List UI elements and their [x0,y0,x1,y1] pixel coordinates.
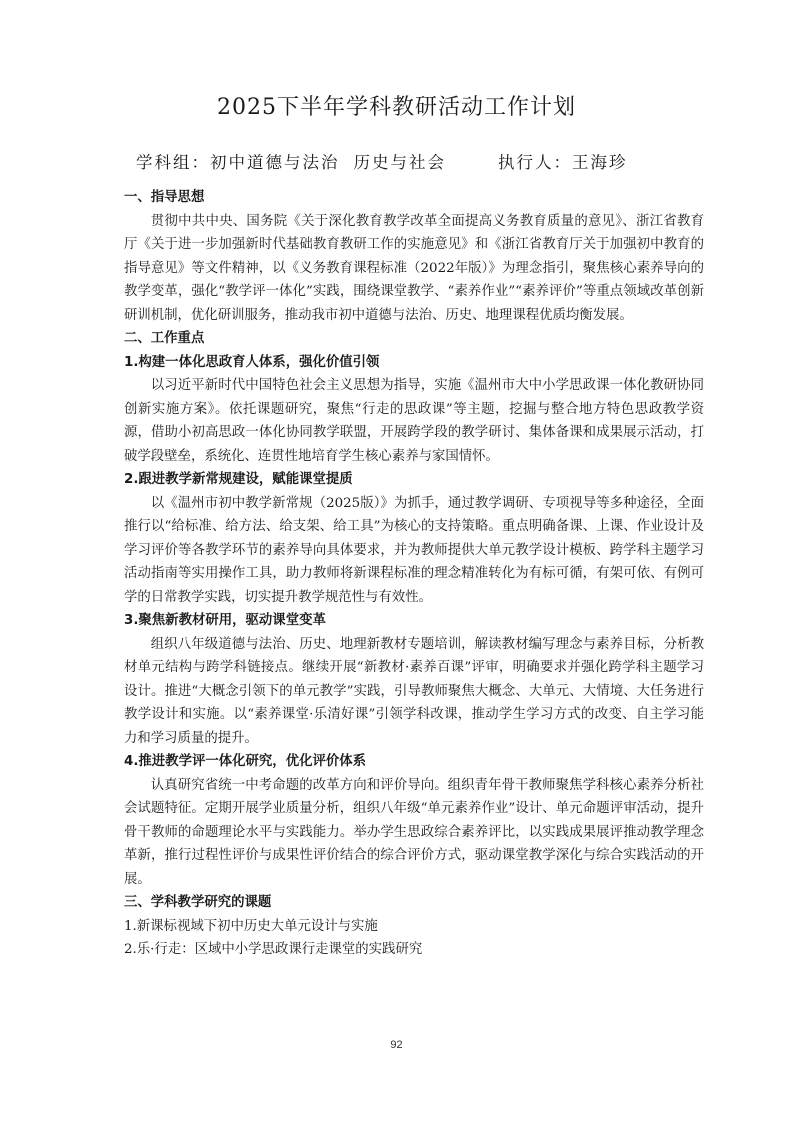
paragraph-3: 组织八年级道德与法治、历史、地理新教材专题培训，解读教材编写理念与素养目标，分析教材单元结构与跨学科链接点。继续开展“新教材·素养百课”评审，明确要求并强化跨学科主题学习设计。推进“大概念引领下的单元教学”实践，引导教师聚焦大概念、大单元、大情境、大任务进行教学设计和实施。以“素养课堂·乐清好课”引领学科改课，推动学生学习方式的改变、自主学习能力和学习质量的提升。 [124,636,704,746]
page-number: 92 [390,1039,403,1051]
paragraph-2: 以《温州市初中教学新常规（2025版）》为抓手，通过教学调研、专项视导等多种途径，全面推行以“给标准、给方法、给支架、给工具”为核心的支持策略。重点明确备课、上课、作业设计及学习评价等各教学环节的素养导向具体要求，并为教师提供大单元教学设计模板、跨学科主题学习活动指南等实用操作工具，助力教师将新课程标准的理念精准转化为有标可循，有架可依、有例可学的日常教学实践，切实提升教学规范性与有效性。 [124,495,704,605]
section-heading-guiding: 一、指导思想 [124,190,205,205]
section-heading-research: 三、学科教学研究的课题 [124,895,272,910]
subheading-1: 1.构建一体化思政育人体系，强化价值引领 [124,354,380,370]
document-body [124,186,704,962]
document-subtitle [136,149,696,173]
section-heading-focus: 二、工作重点 [124,331,205,346]
paragraph-1: 以习近平新时代中国特色社会主义思想为指导，实施《温州市大中小学思政课一体化教研协同创新实施方案》。依托课题研究，聚焦“行走的思政课”等主题，挖掘与整合地方特色思政教学资源，借助小初高思政一体化协同教学联盟，开展跨学段的教学研讨、集体备课和成果展示活动，打破学段壁垒，系统化、连贯性地培育学生核心素养与家国情怀。 [124,378,704,464]
subject-group-label: 学科组：初中道德与法治 [136,153,340,172]
executor-label: 执行人：王海珍 [498,153,628,172]
subheading-2: 2.跟进教学新常规建设，赋能课堂提质 [124,472,353,487]
document-title: 2025下半年学科教研活动工作计划 [217,95,576,120]
subheading-3: 3.聚焦新教材研用，驱动课堂变革 [124,613,326,628]
subject-group-extra: 历史与社会 [353,153,446,172]
research-topic-item: 1.新课标视域下初中历史大单元设计与实施 [124,918,378,934]
research-topic-item: 2.乐·行走：区域中小学思政课行走课堂的实践研究 [124,942,423,957]
paragraph-4: 认真研究省统一中考命题的改革方向和评价导向。组织青年骨干教师聚焦学科核心素养分析社会试题特征。定期开展学业质量分析，组织八年级“单元素养作业”设计、单元命题评审活动，提升骨干教师的命题理论水平与实践能力。举办学生思政综合素养评比，以实践成果展评推动教学理念革新，推行过程性评价与成果性评价结合的综合评价方式，驱动课堂教学深化与综合实践活动的开展。 [124,777,704,887]
section-paragraph-guiding: 贯彻中共中央、国务院《关于深化教育教学改革全面提高义务教育质量的意见》、浙江省教育厅《关于进一步加强新时代基础教育教研工作的实施意见》和《浙江省教育厅关于加强初中教育的指导意见》等文件精神，以《义务教育课程标准（2022年版）》为理念指引，聚焦核心素养导向的教学变革，强化“教学评一体化”实践，围绕课堂教学、“素养作业”“素养评价”等重点领域改革创新研训机制，优化研训服务，推动我市初中道德与法治、历史、地理课程优质均衡发展。 [124,213,704,323]
subheading-4: 4.推进教学评一体化研究，优化评价体系 [124,754,367,769]
